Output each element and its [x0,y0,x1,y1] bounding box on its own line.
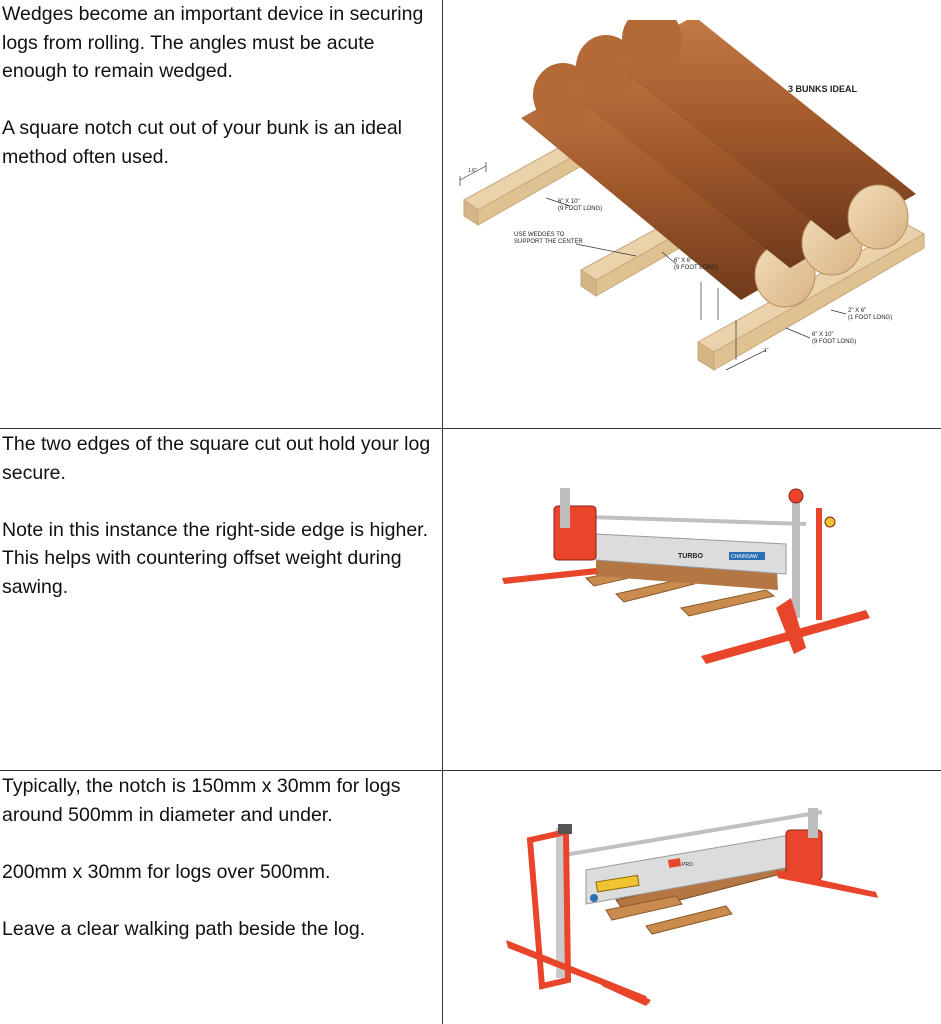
label-bunk-b: 6" X 6" [674,258,693,264]
row-1-paragraph-1: Wedges become an important device in securing logs from rolling. The angles must be acute enough to remain wedged. [2,3,424,82]
label-bunk-b-length: (9 FOOT LONG) [674,265,719,271]
label-bunk-c-length: (9 FOOT LONG) [812,339,857,345]
row-2-paragraph-1: The two edges of the square cut out hold your log secure. [2,433,431,484]
info-sticker [590,894,598,902]
label-wedge-length: (1 FOOT LONG) [848,315,893,321]
row-3-paragraph-3: Leave a clear walking path beside the log. [2,917,366,940]
label-bunk-c: 6" X 10" [812,332,834,338]
row-2-paragraph-2: Note in this instance the right-side edge is higher. This helps with countering offset weight during sawing. [2,518,429,598]
sawmill-brand-label: TURBO [678,553,703,560]
row-1-text [2,0,434,200]
row-3-paragraph-2: 200mm x 30mm for logs over 500mm. [2,860,331,883]
row-2-text [2,430,434,630]
row-1-paragraph-2: A square notch cut out of your bunk is an ideal method often used. [2,117,403,168]
sawmill-badge-label: CHAINSAW [731,554,758,560]
label-bunk-a: 6" X 10" [558,199,580,205]
label-wedge: 2" X 6" [848,308,867,314]
label-wedge-note-2: SUPPORT THE CENTER [514,239,583,245]
crank-wheel-right [789,489,803,503]
row-3-paragraph-1: Typically, the notch is 150mm x 30mm for logs around 500mm in diameter and under. [2,775,401,826]
label-dim-top: 1.6" [468,168,477,174]
label-wedge-note-1: USE WEDGES TO [514,232,565,238]
bunk-diagram [446,20,939,420]
row-divider-1 [0,428,941,429]
label-bunk-a-length: (9 FOOT LONG) [558,206,603,212]
sawmill-image-1 [446,478,939,678]
label-dim-side: 1" [764,348,769,354]
row-divider-2 [0,770,941,771]
sawmill-brand-label-2: PRO [682,862,693,868]
figure-title: 3 BUNKS IDEAL [788,84,858,94]
row-3-text [2,772,434,972]
sawmill-image-2 [446,800,939,1010]
column-divider [442,0,443,1024]
